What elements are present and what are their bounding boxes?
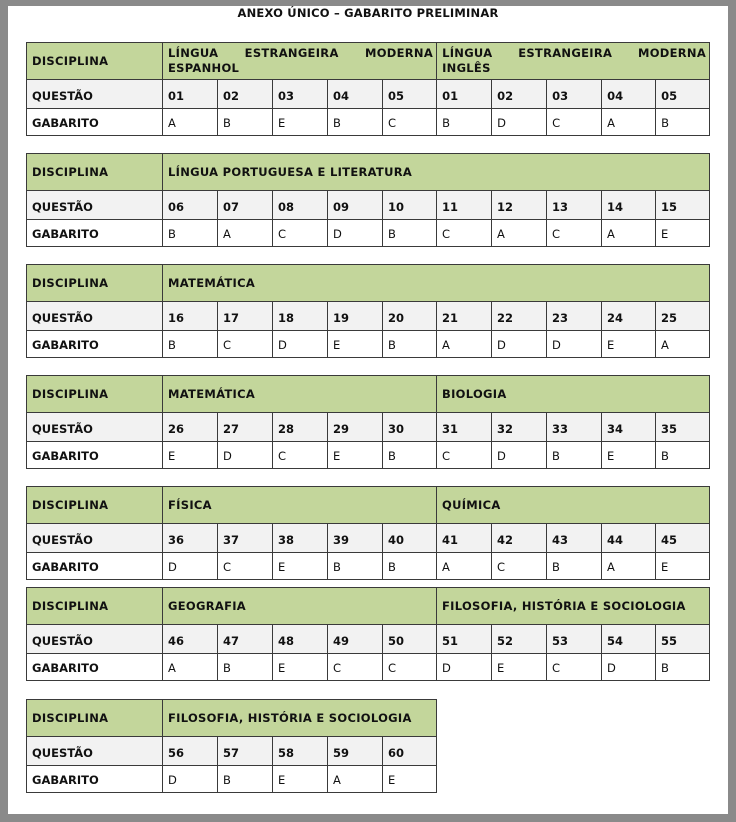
answer-letter: B <box>328 109 383 136</box>
answer-letter: C <box>383 654 437 681</box>
answer-letter: D <box>547 331 602 358</box>
answer-letter: B <box>383 442 437 469</box>
answer-letter: C <box>218 553 273 580</box>
question-number: 34 <box>602 413 656 442</box>
answer-letter: B <box>547 442 602 469</box>
discipline-name: FILOSOFIA, HISTÓRIA E SOCIOLOGIA <box>437 588 710 625</box>
answer-letter: A <box>602 109 656 136</box>
question-number: 03 <box>273 80 328 109</box>
answer-letter: D <box>218 442 273 469</box>
question-number: 33 <box>547 413 602 442</box>
answer-letter: B <box>163 220 218 247</box>
discipline-row <box>27 487 710 524</box>
answer-letter: B <box>656 442 710 469</box>
answer-label: GABARITO <box>27 654 163 681</box>
question-number: 31 <box>437 413 492 442</box>
question-number: 27 <box>218 413 273 442</box>
answer-letter: D <box>492 442 547 469</box>
discipline-label: DISCIPLINA <box>27 154 163 191</box>
answer-letter: A <box>656 331 710 358</box>
discipline-label: DISCIPLINA <box>27 487 163 524</box>
question-number: 23 <box>547 302 602 331</box>
answer-letter: E <box>383 766 437 793</box>
answer-row <box>27 331 710 358</box>
question-number: 29 <box>328 413 383 442</box>
answer-letter: D <box>437 654 492 681</box>
question-number: 60 <box>383 737 437 766</box>
question-number: 32 <box>492 413 547 442</box>
question-number: 03 <box>547 80 602 109</box>
question-number: 07 <box>218 191 273 220</box>
question-row <box>27 191 710 220</box>
answer-letter: B <box>437 109 492 136</box>
question-number: 02 <box>492 80 547 109</box>
question-number: 05 <box>383 80 437 109</box>
discipline-row <box>27 154 710 191</box>
document-title: ANEXO ÚNICO – GABARITO PRELIMINAR <box>237 6 499 20</box>
answer-letter: A <box>492 220 547 247</box>
answer-label: GABARITO <box>27 553 163 580</box>
answer-letter: C <box>383 109 437 136</box>
question-row <box>27 80 710 109</box>
question-number: 15 <box>656 191 710 220</box>
discipline-label: DISCIPLINA <box>27 588 163 625</box>
answer-letter: E <box>602 442 656 469</box>
answer-row <box>27 442 710 469</box>
discipline-row <box>27 588 710 625</box>
answer-letter: B <box>328 553 383 580</box>
answer-letter: E <box>328 442 383 469</box>
question-number: 09 <box>328 191 383 220</box>
answer-letter: C <box>547 109 602 136</box>
answer-letter: B <box>218 766 273 793</box>
question-number: 22 <box>492 302 547 331</box>
answer-table <box>26 699 437 793</box>
answer-row <box>27 109 710 136</box>
question-number: 41 <box>437 524 492 553</box>
answer-letter: B <box>383 220 437 247</box>
discipline-row <box>27 43 710 80</box>
question-number: 58 <box>273 737 328 766</box>
question-label: QUESTÃO <box>27 737 163 766</box>
answer-table <box>26 264 710 358</box>
answer-label: GABARITO <box>27 220 163 247</box>
answer-table <box>26 375 710 469</box>
answer-letter: C <box>547 220 602 247</box>
question-row <box>27 524 710 553</box>
question-label: QUESTÃO <box>27 191 163 220</box>
question-number: 55 <box>656 625 710 654</box>
question-number: 02 <box>218 80 273 109</box>
question-number: 35 <box>656 413 710 442</box>
question-number: 30 <box>383 413 437 442</box>
answer-label: GABARITO <box>27 331 163 358</box>
answer-letter: A <box>602 553 656 580</box>
answer-letter: C <box>547 654 602 681</box>
answer-row <box>27 553 710 580</box>
question-number: 20 <box>383 302 437 331</box>
question-number: 28 <box>273 413 328 442</box>
question-row <box>27 625 710 654</box>
question-number: 11 <box>437 191 492 220</box>
answer-letter: E <box>656 220 710 247</box>
question-number: 04 <box>602 80 656 109</box>
answer-letter: E <box>273 766 328 793</box>
discipline-name: LÍNGUA ESTRANGEIRA MODERNA ESPANHOL <box>163 43 437 80</box>
question-number: 26 <box>163 413 218 442</box>
answer-letter: C <box>328 654 383 681</box>
answer-letter: E <box>273 654 328 681</box>
question-number: 57 <box>218 737 273 766</box>
discipline-label: DISCIPLINA <box>27 265 163 302</box>
discipline-row <box>27 376 710 413</box>
discipline-name: LÍNGUA ESTRANGEIRA MODERNA INGLÊS <box>437 43 710 80</box>
question-number: 59 <box>328 737 383 766</box>
question-number: 52 <box>492 625 547 654</box>
answer-letter: E <box>656 553 710 580</box>
answer-letter: B <box>547 553 602 580</box>
answer-letter: D <box>492 331 547 358</box>
answer-row <box>27 654 710 681</box>
answer-letter: B <box>656 109 710 136</box>
answer-letter: A <box>437 553 492 580</box>
question-number: 45 <box>656 524 710 553</box>
answer-letter: D <box>492 109 547 136</box>
answer-letter: A <box>163 109 218 136</box>
answer-letter: D <box>163 553 218 580</box>
discipline-name: FILOSOFIA, HISTÓRIA E SOCIOLOGIA <box>163 700 437 737</box>
discipline-name: GEOGRAFIA <box>163 588 437 625</box>
answer-letter: D <box>328 220 383 247</box>
answer-letter: B <box>218 109 273 136</box>
discipline-name: LÍNGUA PORTUGUESA E LITERATURA <box>163 154 710 191</box>
question-number: 16 <box>163 302 218 331</box>
question-number: 43 <box>547 524 602 553</box>
answer-letter: C <box>218 331 273 358</box>
question-number: 10 <box>383 191 437 220</box>
question-number: 48 <box>273 625 328 654</box>
answer-table <box>26 486 710 580</box>
question-number: 56 <box>163 737 218 766</box>
question-label: QUESTÃO <box>27 302 163 331</box>
question-number: 25 <box>656 302 710 331</box>
answer-label: GABARITO <box>27 766 163 793</box>
question-number: 40 <box>383 524 437 553</box>
question-number: 47 <box>218 625 273 654</box>
question-row <box>27 302 710 331</box>
answer-label: GABARITO <box>27 442 163 469</box>
question-row <box>27 413 710 442</box>
answer-letter: E <box>163 442 218 469</box>
question-number: 54 <box>602 625 656 654</box>
question-number: 38 <box>273 524 328 553</box>
answer-table <box>26 153 710 247</box>
question-number: 24 <box>602 302 656 331</box>
question-number: 50 <box>383 625 437 654</box>
answer-letter: B <box>656 654 710 681</box>
question-number: 04 <box>328 80 383 109</box>
question-row <box>27 737 437 766</box>
question-number: 49 <box>328 625 383 654</box>
question-number: 53 <box>547 625 602 654</box>
question-number: 36 <box>163 524 218 553</box>
question-number: 05 <box>656 80 710 109</box>
answer-letter: A <box>437 331 492 358</box>
question-number: 14 <box>602 191 656 220</box>
discipline-label: DISCIPLINA <box>27 43 163 80</box>
discipline-name: MATEMÁTICA <box>163 376 437 413</box>
answer-letter: B <box>163 331 218 358</box>
answer-letter: C <box>273 442 328 469</box>
question-number: 12 <box>492 191 547 220</box>
discipline-label: DISCIPLINA <box>27 700 163 737</box>
discipline-label: DISCIPLINA <box>27 376 163 413</box>
question-number: 39 <box>328 524 383 553</box>
question-label: QUESTÃO <box>27 80 163 109</box>
answer-letter: D <box>273 331 328 358</box>
answer-letter: D <box>602 654 656 681</box>
answer-letter: E <box>273 553 328 580</box>
answer-letter: A <box>328 766 383 793</box>
answer-letter: E <box>328 331 383 358</box>
discipline-name: FÍSICA <box>163 487 437 524</box>
answer-letter: A <box>163 654 218 681</box>
question-label: QUESTÃO <box>27 524 163 553</box>
answer-letter: C <box>437 442 492 469</box>
question-number: 46 <box>163 625 218 654</box>
question-number: 08 <box>273 191 328 220</box>
question-number: 17 <box>218 302 273 331</box>
answer-row <box>27 220 710 247</box>
answer-letter: C <box>273 220 328 247</box>
answer-letter: B <box>383 553 437 580</box>
question-label: QUESTÃO <box>27 413 163 442</box>
answer-letter: A <box>602 220 656 247</box>
answer-table <box>26 587 710 681</box>
answer-table <box>26 42 710 136</box>
discipline-name: BIOLOGIA <box>437 376 710 413</box>
question-number: 37 <box>218 524 273 553</box>
answer-label: GABARITO <box>27 109 163 136</box>
answer-letter: B <box>218 654 273 681</box>
answer-letter: B <box>383 331 437 358</box>
discipline-row <box>27 265 710 302</box>
discipline-name: QUÍMICA <box>437 487 710 524</box>
question-number: 21 <box>437 302 492 331</box>
question-number: 06 <box>163 191 218 220</box>
answer-row <box>27 766 437 793</box>
question-number: 01 <box>163 80 218 109</box>
question-number: 01 <box>437 80 492 109</box>
answer-letter: A <box>218 220 273 247</box>
answer-letter: E <box>492 654 547 681</box>
answer-letter: D <box>163 766 218 793</box>
answer-letter: C <box>437 220 492 247</box>
answer-letter: C <box>492 553 547 580</box>
question-label: QUESTÃO <box>27 625 163 654</box>
answer-letter: E <box>273 109 328 136</box>
discipline-name: MATEMÁTICA <box>163 265 710 302</box>
question-number: 18 <box>273 302 328 331</box>
discipline-row <box>27 700 437 737</box>
question-number: 13 <box>547 191 602 220</box>
question-number: 42 <box>492 524 547 553</box>
question-number: 51 <box>437 625 492 654</box>
question-number: 19 <box>328 302 383 331</box>
answer-letter: E <box>602 331 656 358</box>
question-number: 44 <box>602 524 656 553</box>
